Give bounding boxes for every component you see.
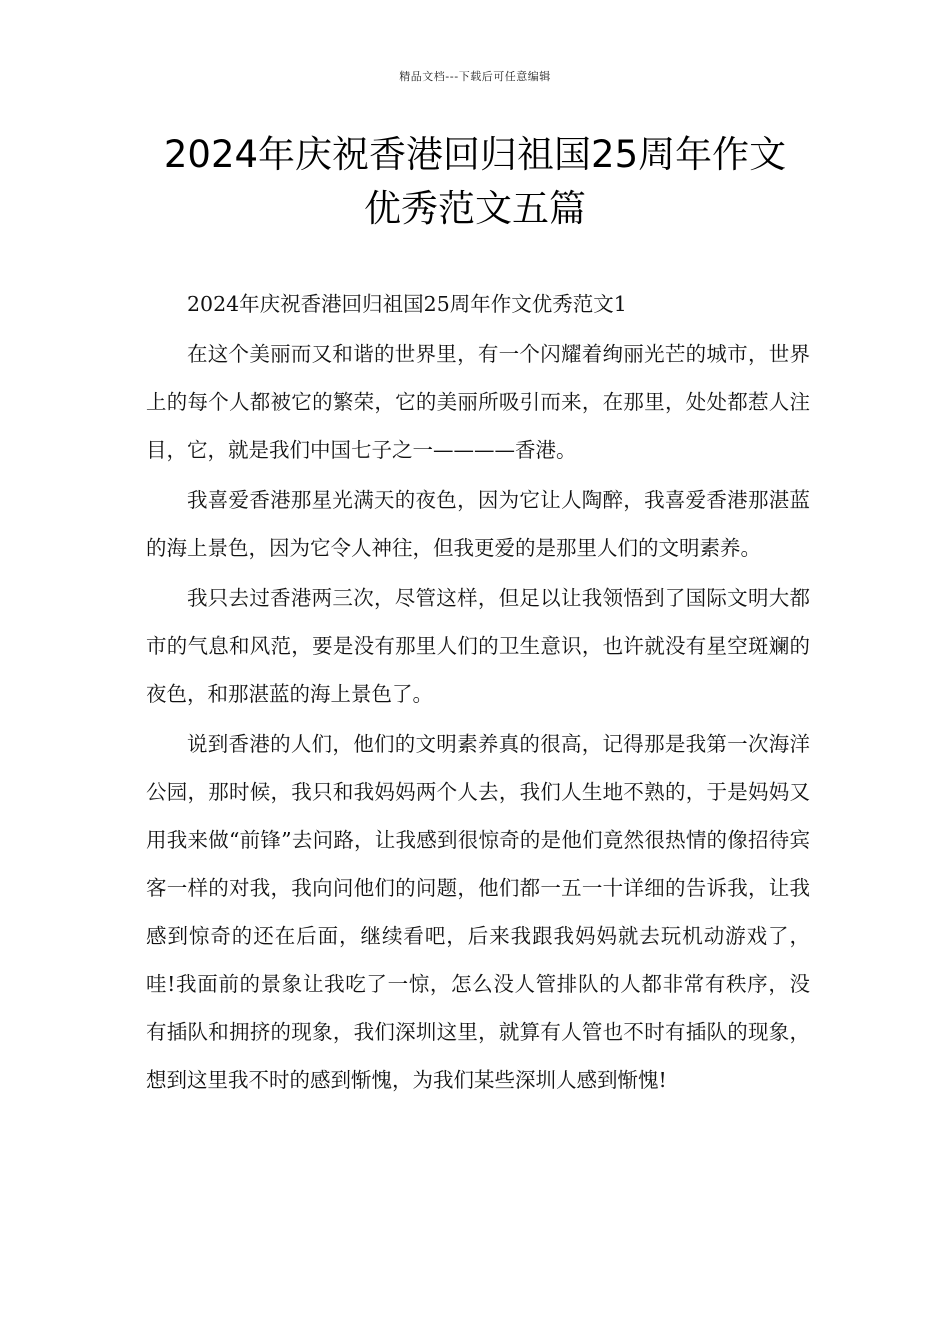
header-note: 精品文档---下载后可任意编辑 [399,70,551,83]
paragraph-2: 我喜爱香港那星光满天的夜色，因为它让人陶醉，我喜爱香港那湛蓝的海上景色，因为它令人神往，但我更爱的是那里人们的文明素养。 [146,488,810,560]
section-heading: 2024年庆祝香港回归祖国25周年作文优秀范文1 [187,292,627,316]
document-title [100,128,850,236]
title-line-1: 2024年庆祝香港回归祖国25周年作文 [163,133,787,176]
paragraph-1: 在这个美丽而又和谐的世界里，有一个闪耀着绚丽光芒的城市，世界上的每个人都被它的繁荣，它的美丽所吸引而来，在那里，处处都惹人注目，它，就是我们中国七子之一————香港。 [146,342,810,462]
article-body [146,280,810,1106]
paragraph-4: 说到香港的人们，他们的文明素养真的很高，记得那是我第一次海洋公园，那时候，我只和我妈妈两个人去，我们人生地不熟的，于是妈妈又用我来做“前锋”去问路，让我感到很惊奇的是他们竟然很热情的像招待宾客一样的对我，我向问他们的问题，他们都一五一十详细的告诉我，让我感到惊奇的还在后面，继续看吧，后来我跟我妈妈就去玩机动游戏了，哇!我面前的景象让我吃了一惊，怎么没人管排队的人都非常有秩序，没有插队和拥挤的现象，我们深圳这里，就算有人管也不时有插队的现象，想到这里我不时的感到惭愧，为我们某些深圳人感到惭愧! [146,732,810,1092]
title-line-2: 优秀范文五篇 [364,187,586,230]
paragraph-3: 我只去过香港两三次，尽管这样，但足以让我领悟到了国际文明大都市的气息和风范，要是没有那里人们的卫生意识，也许就没有星空斑斓的夜色，和那湛蓝的海上景色了。 [146,586,810,706]
